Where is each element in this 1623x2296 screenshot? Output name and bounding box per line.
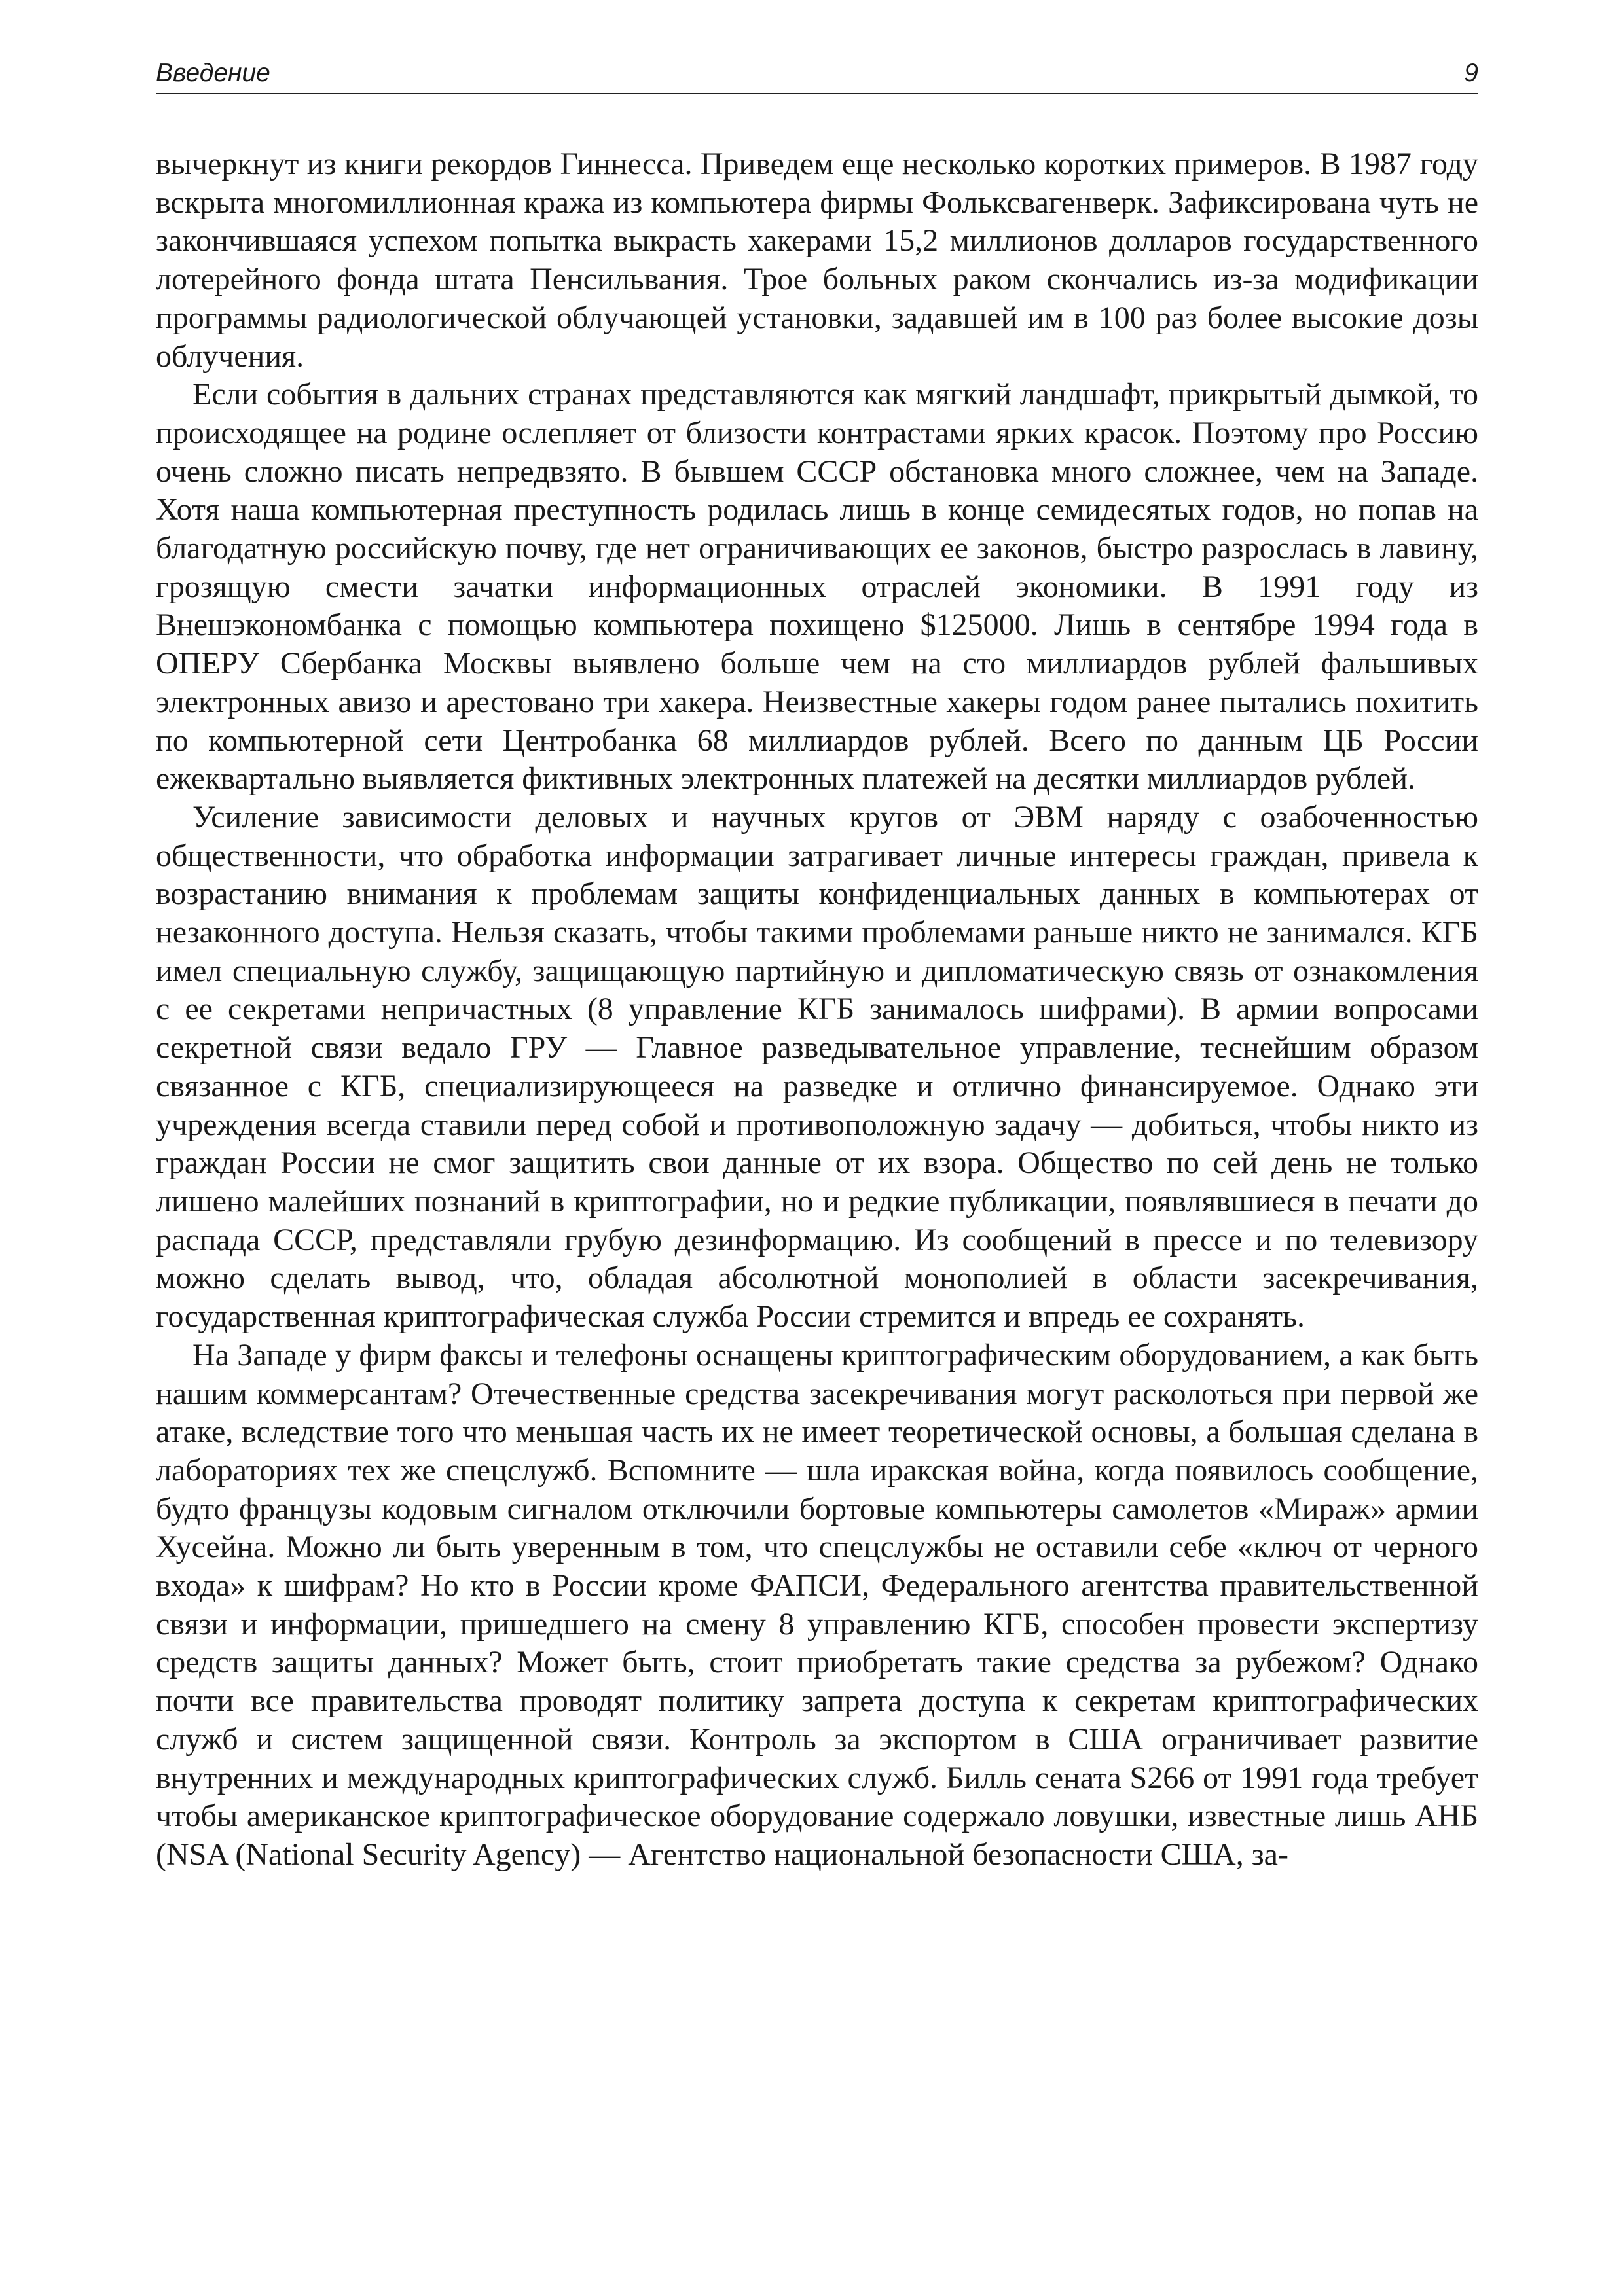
paragraph: Усиление зависимости деловых и научных кругов от ЭВМ наряду с озабоченностью общественности, что обработка информации затрагивает личные интересы граждан, привела к возрастанию внимания к проблемам защиты конфиденциальных данных в компьютерах от незаконного доступа. Нельзя сказать, чтобы такими проблемами раньше никто не занимался. КГБ имел специальную службу, защищающую партийную и дипломатическую связь от ознакомления с ее секретами непричастных (8 управление КГБ занималось шифрами). В армии вопросами секретной связи ведало ГРУ — Главное разведывательное управление, теснейшим образом связанное с КГБ, специализирующееся на разведке и отлично финансируемое. Однако эти учреждения всегда ставили перед собой и противоположную задачу — добиться, чтобы никто из граждан России не смог защитить свои данные от их взора. Общество по сей день не только лишено малейших познаний в криптографии, но и редкие публикации, появлявшиеся в печати до распада СССР, представляли грубую дезинформацию. Из сообщений в прессе и по телевизору можно сделать вывод, что, обладая абсолютной монополией в области засекречивания, государственная криптографическая служба России стремится и впредь ее сохранять. [156, 799, 1478, 1335]
chapter-title: Введение [156, 59, 270, 87]
paragraph: Если события в дальних странах представляются как мягкий ландшафт, прикрытый дымкой, то происходящее на родине ослепляет от близости контрастами ярких красок. Поэтому про Россию очень сложно писать непредвзято. В бывшем СССР обстановка много сложнее, чем на Западе. Хотя наша компьютерная преступность родилась лишь в конце семидесятых годов, но попав на благодатную российскую почву, где нет ограничивающих ее законов, быстро разрослась в лавину, грозящую смести зачатки информационных отраслей экономики. В 1991 году из Внешэкономбанка с помощью компьютера похищено $125000. Лишь в сентябре 1994 года в ОПЕРУ Сбербанка Москвы выявлено больше чем на сто миллиардов рублей фальшивых электронных авизо и арестовано три хакера. Неизвестные хакеры годом ранее пытались похитить по компьютерной сети Центробанка 68 миллиардов рублей. Всего по данным ЦБ России ежеквартально выявляется фиктивных электронных платежей на десятки миллиардов рублей. [156, 377, 1478, 797]
paragraph: На Западе у фирм факсы и телефоны оснащены криптографическим оборудованием, а как быть нашим коммерсантам? Отечественные средства засекречивания могут расколоться при первой же атаке, вследствие того что меньшая часть их не имеет теоретической основы, а большая сделана в лабораториях тех же спецслужб. Вспомните — шла иракская война, когда появилось сообщение, будто французы кодовым сигналом отключили бортовые компьютеры самолетов «Мираж» армии Хусейна. Можно ли быть уверенным в том, что спецслужбы не оставили себе «ключ от черного входа» к шифрам? Но кто в России кроме ФАПСИ, Федерального агентства правительственной связи и информации, пришедшего на смену 8 управлению КГБ, способен провести экспертизу средств защиты данных? Может быть, стоит приобретать такие средства за рубежом? Однако почти все правительства проводят политику запрета доступа к секретам криптографических служб и систем защищенной связи. Контроль за экспортом в США ограничивает развитие внутренних и международных криптографических служб. Билль сената S266 от 1991 года требует чтобы американское криптографическое оборудование содержало ловушки, известные лишь АНБ (NSA (National Security Agency) — Агентство национальной безопасности США, за- [156, 1337, 1478, 1872]
body-text [156, 145, 1478, 1874]
paragraph: вычеркнут из книги рекордов Гиннесса. Приведем еще несколько коротких примеров. В 1987 году вскрыта многомиллионная кража из компьютера фирмы Фольксвагенверк. Зафиксирована чуть не закончившаяся успехом попытка выкрасть хакерами 15,2 миллионов долларов государственного лотерейного фонда штата Пенсильвания. Трое больных раком скончались из-за модификации программы радиологической облучающей установки, задавшей им в 100 раз более высокие дозы облучения. [156, 147, 1478, 374]
running-header [156, 56, 1478, 94]
page-number: 9 [1464, 59, 1478, 87]
